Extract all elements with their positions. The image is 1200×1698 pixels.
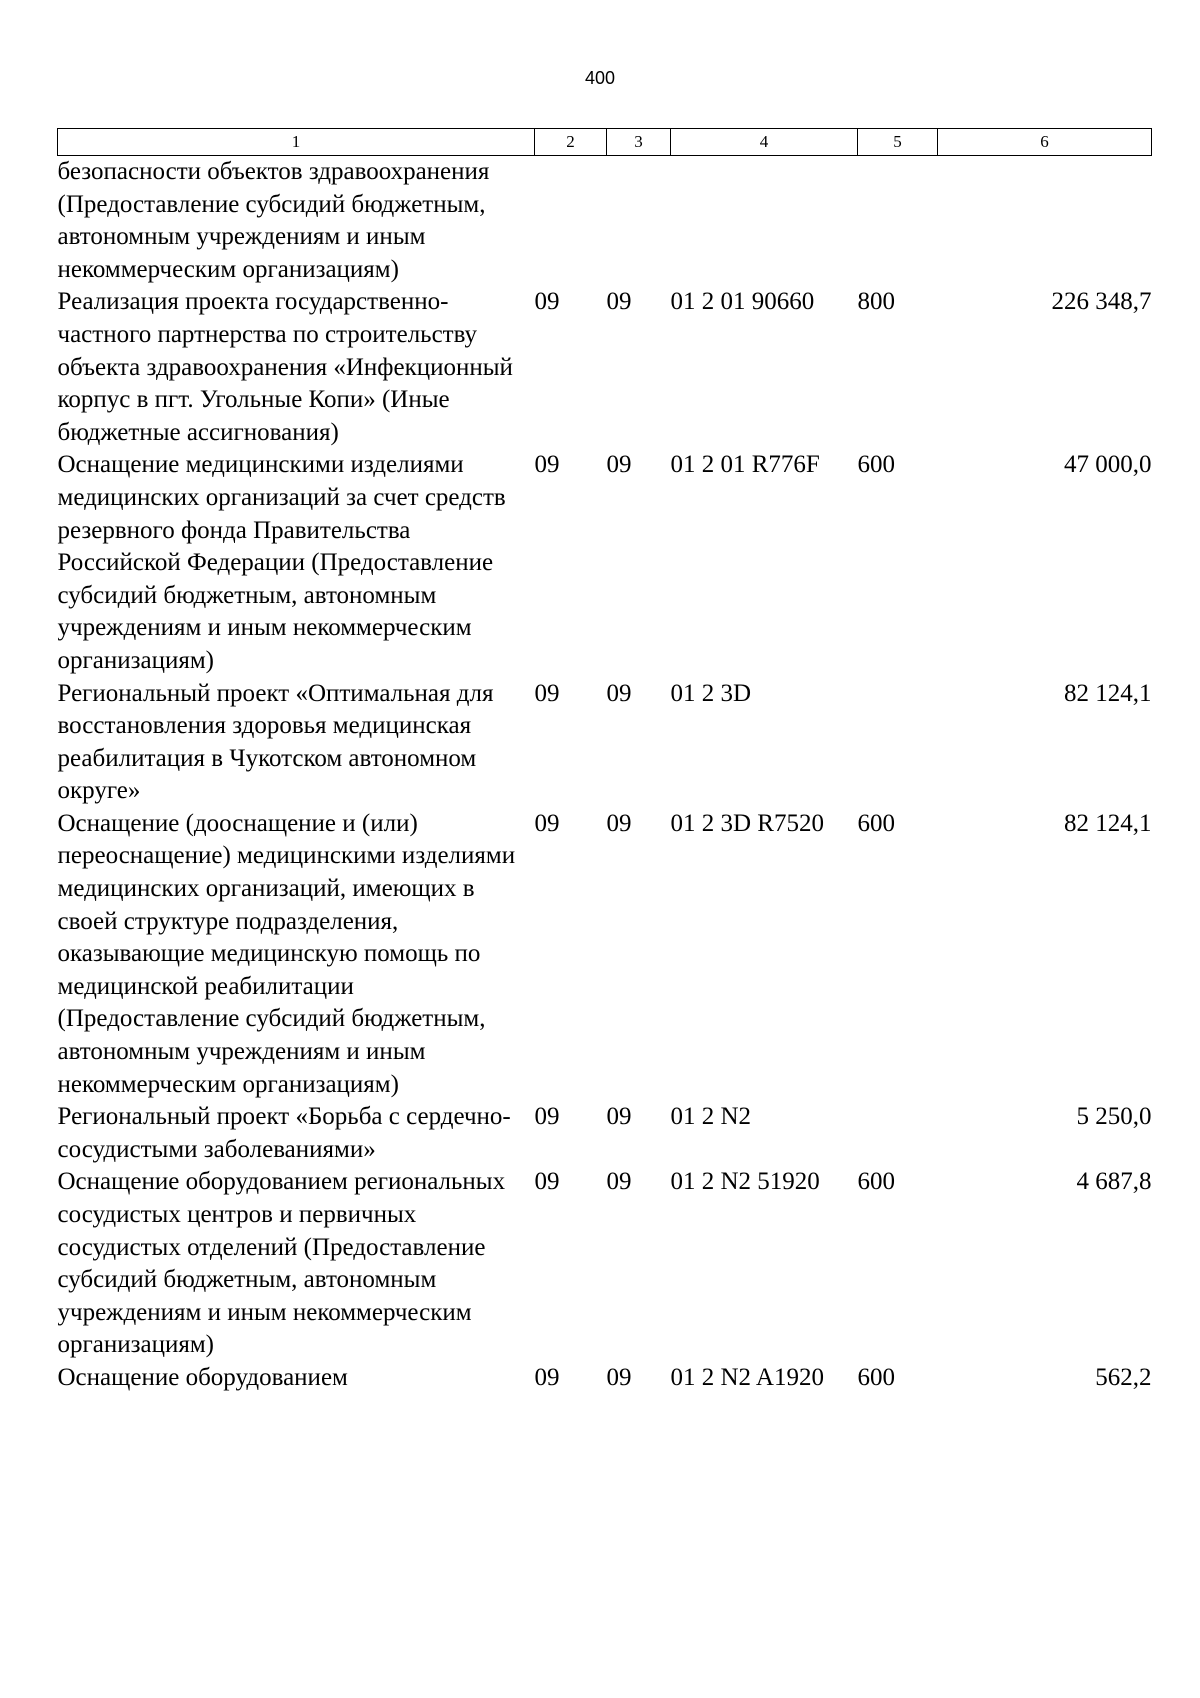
header-col-3: 3: [607, 129, 671, 156]
row-amount: 47 000,0: [1064, 451, 1152, 479]
row-name: Оснащение медицинскими изделиями медицинских организаций за счет средств резервного фонда Правительства Российской Федерации (Предоставление субсидий бюджетным, автономным учреждениям и иным некоммерческим организациям): [57, 451, 506, 674]
row-subsection: 09: [606, 1363, 632, 1391]
page-number: 400: [584, 68, 616, 88]
row-name: Региональный проект «Борьба с сердечно-сосудистыми заболеваниями»: [57, 1103, 511, 1163]
row-expense-type: 600: [857, 809, 895, 837]
table-row: [58, 1101, 1152, 1166]
row-subsection: 09: [606, 679, 632, 707]
row-subsection: 09: [606, 451, 632, 479]
row-section: 09: [534, 1363, 560, 1391]
table-body: [58, 156, 1152, 1395]
row-target-article: [671, 156, 858, 287]
row-expense-type: [858, 678, 938, 808]
header-col-4: 4: [671, 129, 858, 156]
row-amount: 82 124,1: [1064, 679, 1152, 707]
header-col-5: 5: [858, 129, 938, 156]
row-amount: 82 124,1: [1064, 809, 1152, 837]
row-subsection: 09: [606, 809, 632, 837]
row-section: 09: [534, 1103, 560, 1131]
table-row: [58, 286, 1152, 449]
budget-table: [57, 128, 1152, 1395]
table-row: [58, 156, 1152, 287]
row-expense-type: [858, 1101, 938, 1166]
header-col-6: 6: [938, 129, 1152, 156]
row-amount: 5 250,0: [1076, 1103, 1152, 1131]
row-name: Реализация проекта государственно-частного партнерства по строительству объекта здравоохранения «Инфекционный корпус в пгт. Угольные Копи» (Иные бюджетные ассигнования): [57, 288, 513, 446]
row-name: безопасности объектов здравоохранения (Предоставление субсидий бюджетным, автономным учреждениям и иным некоммерческим организациям): [57, 158, 490, 283]
row-amount: 562,2: [1095, 1363, 1152, 1391]
row-section: 09: [534, 288, 560, 316]
row-target-article: 01 2 N2: [670, 1103, 752, 1131]
header-row: [58, 129, 1152, 156]
row-expense-type: 600: [857, 451, 895, 479]
row-section: 09: [534, 679, 560, 707]
header-col-1: 1: [58, 129, 535, 156]
row-target-article: 01 2 01 90660: [670, 288, 815, 316]
table-row: [58, 1166, 1152, 1362]
row-expense-type: 800: [857, 288, 895, 316]
table-header: [58, 129, 1152, 156]
table-row: [58, 1362, 1152, 1395]
row-section: 09: [534, 1168, 560, 1196]
row-target-article: 01 2 N2 51920: [670, 1168, 820, 1196]
row-expense-type: 600: [857, 1363, 895, 1391]
row-subsection: 09: [606, 288, 632, 316]
row-target-article: 01 2 3D R7520: [670, 809, 824, 837]
row-name: Оснащение оборудованием: [57, 1363, 348, 1391]
row-section: 09: [534, 809, 560, 837]
row-section: 09: [534, 451, 560, 479]
row-expense-type: 600: [857, 1168, 895, 1196]
row-subsection: 09: [606, 1168, 632, 1196]
row-name: Оснащение оборудованием региональных сосудистых центров и первичных сосудистых отделений (Предоставление субсидий бюджетным, автономным учреждениям и иным некоммерческим организациям): [57, 1168, 506, 1359]
row-name: Региональный проект «Оптимальная для восстановления здоровья медицинская реабилитация в Чукотском автономном округе»: [57, 679, 494, 805]
table-row: [58, 678, 1152, 808]
row-target-article: 01 2 N2 A1920: [670, 1363, 824, 1391]
row-amount: [938, 156, 1152, 287]
table-row: [58, 449, 1152, 677]
row-subsection: [607, 156, 671, 287]
row-target-article: 01 2 3D: [670, 679, 752, 707]
row-name: Оснащение (дооснащение и (или) переоснащение) медицинскими изделиями медицинских организаций, имеющих в своей структуре подразделения, оказывающие медицинскую помощь по медицинской реабилитации (Предоставление субсидий бюджетным, автономным учреждениям и иным некоммерческим организациям): [57, 809, 516, 1098]
header-col-2: 2: [535, 129, 607, 156]
row-amount: 4 687,8: [1076, 1168, 1152, 1196]
table-row: [58, 808, 1152, 1101]
row-amount: 226 348,7: [1051, 288, 1152, 316]
row-expense-type: [858, 156, 938, 287]
row-subsection: 09: [606, 1103, 632, 1131]
row-section: [535, 156, 607, 287]
row-target-article: 01 2 01 R776F: [670, 451, 820, 479]
